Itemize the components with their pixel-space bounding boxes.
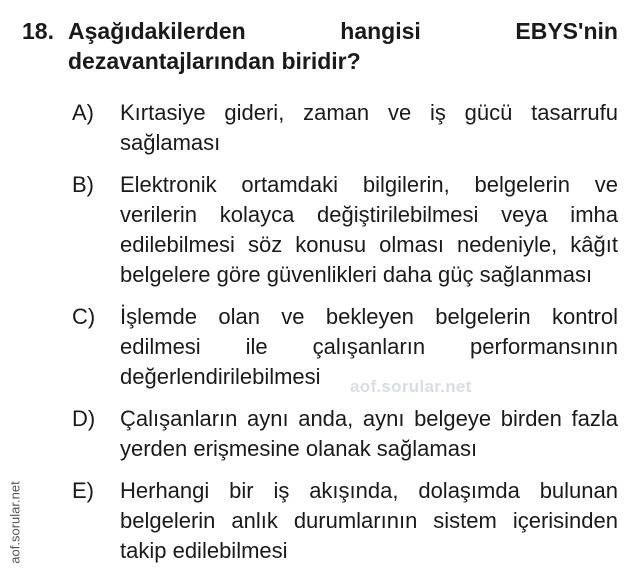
option-text: Kırtasiye gideri, zaman ve iş gücü tasarrufu sağlaması [120, 100, 618, 155]
watermark-inline: aof.sorular.net [350, 377, 472, 396]
question-number: 18. [22, 18, 54, 44]
question-word: Aşağıdakilerden [68, 18, 246, 44]
question-text-line1 [68, 16, 618, 46]
option-letter: E) [72, 478, 94, 503]
option-text: Çalışanların aynı anda, aynı belgeye birden fazla yerden erişmesine olanak sağlaması [120, 406, 618, 461]
option-text: Elektronik ortamdaki bilgilerin, belgelerin ve verilerin kolayca değiştirilebilmesi veya imha edilebilmesi söz konusu olması nedeniyle, kâğıt belgelere göre güvenlikleri daha güç sağlanması [120, 172, 618, 287]
question-header [22, 16, 618, 76]
options-list [72, 98, 618, 578]
question-word: hangisi [340, 18, 421, 44]
question-word: EBYS'nin [515, 18, 618, 44]
question-text-line2: dezavantajlarından biridir? [68, 48, 361, 74]
option-c[interactable] [72, 302, 618, 392]
option-e[interactable] [72, 476, 618, 566]
option-letter: C) [72, 304, 96, 329]
option-letter: B) [72, 172, 94, 197]
question-text [68, 16, 618, 76]
option-a[interactable] [72, 98, 618, 158]
option-text: İşlemde olan ve bekleyen belgelerin kontrol edilmesi ile çalışanların performansının değerlendirilebilmesi [120, 304, 618, 389]
option-b[interactable] [72, 170, 618, 290]
option-text: Herhangi bir iş akışında, dolaşımda bulunan belgelerin anlık durumlarının sistem içerisinden takip edilebilmesi [120, 478, 618, 563]
option-letter: A) [72, 100, 94, 125]
option-d[interactable] [72, 404, 618, 464]
watermark-side: aof.sorular.net [7, 481, 23, 564]
question-block [22, 16, 618, 76]
option-letter: D) [72, 406, 96, 431]
